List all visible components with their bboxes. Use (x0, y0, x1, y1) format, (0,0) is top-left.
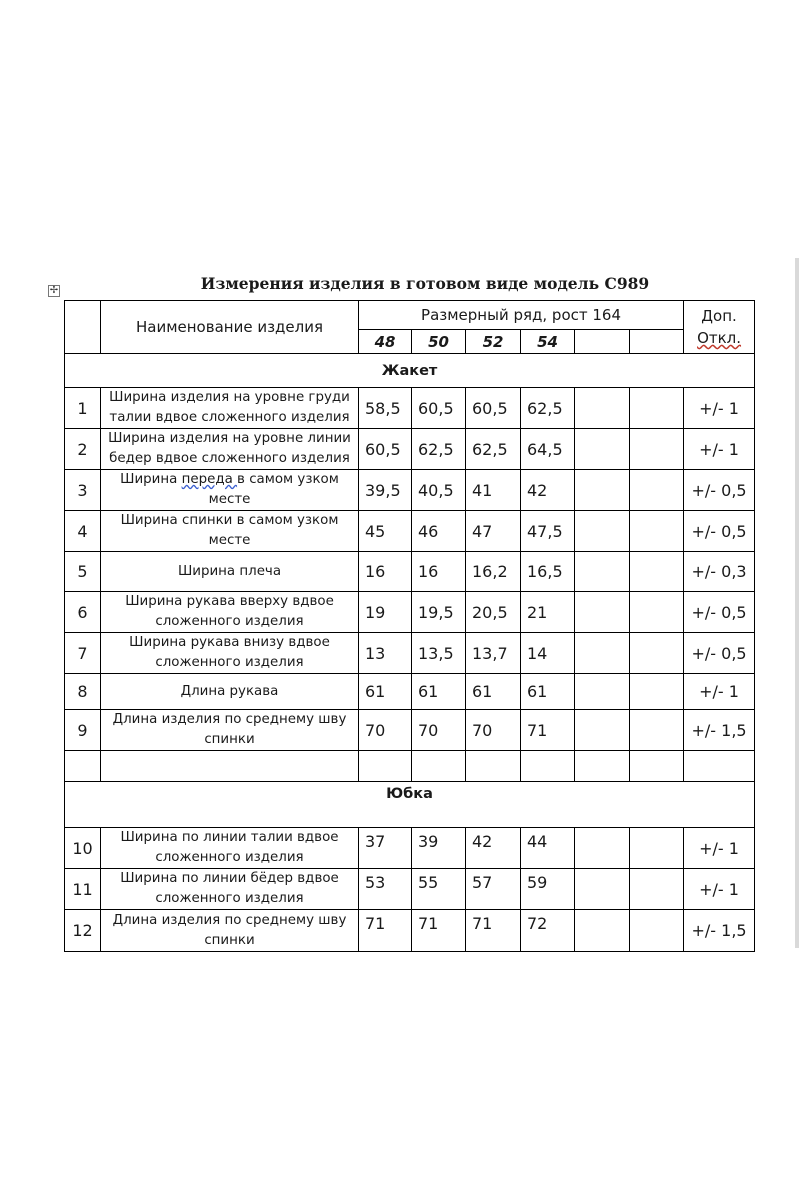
value-cell: 14 (521, 633, 575, 674)
row-name-line: сложенного изделия (155, 655, 304, 670)
row-number: 4 (65, 511, 101, 552)
row-name-line: Длина изделия по среднему шву (112, 712, 347, 727)
size-cell (575, 330, 630, 354)
value-cell: 47,5 (521, 511, 575, 552)
value-cell: 62,5 (466, 429, 521, 470)
value-cell: 16,2 (466, 552, 521, 592)
value-cell: 71 (412, 910, 466, 952)
deviation-cell: +/- 1 (684, 869, 755, 910)
value-cell: 40,5 (412, 470, 466, 511)
row-number: 10 (65, 828, 101, 869)
empty-cell (630, 511, 684, 552)
empty-cell (575, 674, 630, 710)
value-cell: 64,5 (521, 429, 575, 470)
value-cell: 13,5 (412, 633, 466, 674)
header-deviation-line1: Доп. (701, 307, 737, 325)
row-name (101, 869, 359, 910)
value-cell: 19,5 (412, 592, 466, 633)
row-number: 6 (65, 592, 101, 633)
value-cell: 39,5 (359, 470, 412, 511)
row-name-line: бедер вдвое сложенного изделия (109, 451, 350, 466)
value-cell: 61 (466, 674, 521, 710)
empty-cell (101, 751, 359, 782)
row-name (101, 828, 359, 869)
value-cell: 53 (359, 869, 412, 910)
deviation-cell: +/- 1 (684, 828, 755, 869)
size-cell: 48 (359, 330, 412, 354)
section-row-skirt (65, 782, 755, 828)
value-cell: 42 (521, 470, 575, 511)
row-name-line: спинки (204, 732, 255, 747)
value-cell: 55 (412, 869, 466, 910)
empty-cell (630, 388, 684, 429)
value-cell: 60,5 (412, 388, 466, 429)
row-name-line: спинки (204, 932, 255, 948)
value-cell: 59 (521, 869, 575, 910)
table-row (65, 429, 755, 470)
empty-cell (466, 751, 521, 782)
empty-cell (630, 552, 684, 592)
empty-cell (575, 910, 630, 952)
empty-cell (630, 710, 684, 751)
empty-cell (630, 429, 684, 470)
document-title: Измерения изделия в готовом виде модель С989 (200, 274, 650, 293)
value-cell: 70 (359, 710, 412, 751)
row-name-line: месте (208, 492, 251, 507)
value-cell: 16 (359, 552, 412, 592)
row-name-line: Ширина изделия на уровне линии (108, 431, 351, 446)
value-cell: 16,5 (521, 552, 575, 592)
deviation-cell: +/- 1 (684, 429, 755, 470)
row-number: 5 (65, 552, 101, 592)
empty-cell (630, 828, 684, 869)
header-empty-cell (65, 301, 101, 354)
table-row (65, 470, 755, 511)
table-row (65, 388, 755, 429)
value-cell: 13,7 (466, 633, 521, 674)
row-name-line: Ширина спинки в самом узком (120, 513, 339, 528)
empty-cell (575, 511, 630, 552)
value-cell: 20,5 (466, 592, 521, 633)
value-cell: 57 (466, 869, 521, 910)
table-row (65, 511, 755, 552)
value-cell: 13 (359, 633, 412, 674)
table-move-handle-icon[interactable]: ✢ (49, 285, 59, 296)
empty-cell (521, 751, 575, 782)
deviation-cell: +/- 0,5 (684, 633, 755, 674)
section-title-skirt: Юбка (65, 782, 755, 828)
value-cell: 41 (466, 470, 521, 511)
empty-cell (630, 674, 684, 710)
row-name-line (103, 470, 356, 490)
empty-cell (630, 751, 684, 782)
empty-cell (575, 388, 630, 429)
value-cell: 46 (412, 511, 466, 552)
row-name-line: сложенного изделия (155, 850, 304, 865)
empty-cell (575, 869, 630, 910)
table-row (65, 828, 755, 869)
value-cell: 71 (359, 910, 412, 952)
row-number: 7 (65, 633, 101, 674)
value-cell: 44 (521, 828, 575, 869)
empty-cell (412, 751, 466, 782)
empty-cell (630, 592, 684, 633)
value-cell: 47 (466, 511, 521, 552)
empty-cell (575, 429, 630, 470)
header-size-range: Размерный ряд, рост 164 (359, 301, 684, 330)
size-cell: 52 (466, 330, 521, 354)
row-number: 8 (65, 674, 101, 710)
page-edge (795, 258, 799, 948)
row-name (101, 592, 359, 633)
row-name-line: Ширина изделия на уровне груди (109, 390, 350, 405)
value-cell: 19 (359, 592, 412, 633)
section-row-jacket (65, 354, 755, 388)
size-cell: 54 (521, 330, 575, 354)
empty-cell (65, 751, 101, 782)
header-deviation-line2: Откл. (697, 329, 742, 347)
value-cell: 39 (412, 828, 466, 869)
row-name-line: Длина рукава (180, 683, 279, 699)
row-name (101, 552, 359, 592)
empty-cell (575, 592, 630, 633)
table-row (65, 592, 755, 633)
row-name-line: талии вдвое сложенного изделия (109, 410, 350, 425)
row-name (101, 429, 359, 470)
value-cell: 58,5 (359, 388, 412, 429)
row-number: 1 (65, 388, 101, 429)
deviation-cell: +/- 0,3 (684, 552, 755, 592)
header-row-1 (65, 301, 755, 330)
row-name-line: сложенного изделия (155, 614, 304, 629)
table-row (65, 869, 755, 910)
empty-cell (575, 470, 630, 511)
empty-cell (575, 633, 630, 674)
empty-cell (630, 470, 684, 511)
row-name (101, 470, 359, 511)
row-name (101, 910, 359, 952)
row-name-line: сложенного изделия (155, 891, 304, 906)
row-name-line: Ширина плеча (177, 563, 282, 579)
value-cell: 70 (466, 710, 521, 751)
row-number: 12 (65, 910, 101, 952)
value-cell: 42 (466, 828, 521, 869)
row-name (101, 674, 359, 710)
row-number: 11 (65, 869, 101, 910)
header-name: Наименование изделия (101, 301, 359, 354)
empty-cell (684, 751, 755, 782)
value-cell: 71 (521, 710, 575, 751)
row-name-line: Ширина по линии талии вдвое (120, 830, 339, 845)
empty-cell (630, 869, 684, 910)
row-number: 2 (65, 429, 101, 470)
empty-row (65, 751, 755, 782)
value-cell: 62,5 (521, 388, 575, 429)
deviation-cell: +/- 0,5 (684, 511, 755, 552)
table-row (65, 910, 755, 952)
value-cell: 60,5 (359, 429, 412, 470)
row-name-line: Ширина рукава вверху вдвое (125, 594, 334, 609)
deviation-cell: +/- 0,5 (684, 470, 755, 511)
value-cell: 60,5 (466, 388, 521, 429)
value-cell: 61 (521, 674, 575, 710)
section-title-jacket: Жакет (65, 354, 755, 388)
table-row (65, 633, 755, 674)
value-cell: 45 (359, 511, 412, 552)
spellcheck-word: переда (181, 472, 238, 487)
row-name-part: в самом узком (237, 472, 339, 487)
value-cell: 72 (521, 910, 575, 952)
row-name-line: Длина изделия по среднему шву (112, 912, 347, 928)
row-name-line: Ширина по линии бёдер вдвое (120, 871, 339, 886)
empty-cell (575, 552, 630, 592)
table-row (65, 710, 755, 751)
row-name (101, 388, 359, 429)
empty-cell (575, 751, 630, 782)
size-cell (630, 330, 684, 354)
value-cell: 61 (412, 674, 466, 710)
row-name-line: месте (208, 533, 251, 548)
row-name-line: Ширина рукава внизу вдвое (129, 635, 330, 650)
value-cell: 62,5 (412, 429, 466, 470)
empty-cell (359, 751, 412, 782)
row-name (101, 710, 359, 751)
value-cell: 37 (359, 828, 412, 869)
row-name (101, 633, 359, 674)
empty-cell (575, 828, 630, 869)
measurements-table (64, 300, 755, 952)
empty-cell (630, 633, 684, 674)
value-cell: 16 (412, 552, 466, 592)
value-cell: 21 (521, 592, 575, 633)
value-cell: 70 (412, 710, 466, 751)
empty-cell (630, 910, 684, 952)
table-row (65, 552, 755, 592)
row-number: 3 (65, 470, 101, 511)
table-row (65, 674, 755, 710)
row-number: 9 (65, 710, 101, 751)
deviation-cell: +/- 0,5 (684, 592, 755, 633)
deviation-cell: +/- 1 (684, 674, 755, 710)
row-name (101, 511, 359, 552)
value-cell: 71 (466, 910, 521, 952)
value-cell: 61 (359, 674, 412, 710)
row-name-part: Ширина (120, 472, 182, 487)
deviation-cell: +/- 1 (684, 388, 755, 429)
deviation-cell: +/- 1,5 (684, 710, 755, 751)
deviation-cell: +/- 1,5 (684, 910, 755, 952)
size-cell: 50 (412, 330, 466, 354)
empty-cell (575, 710, 630, 751)
header-deviation (684, 301, 755, 354)
